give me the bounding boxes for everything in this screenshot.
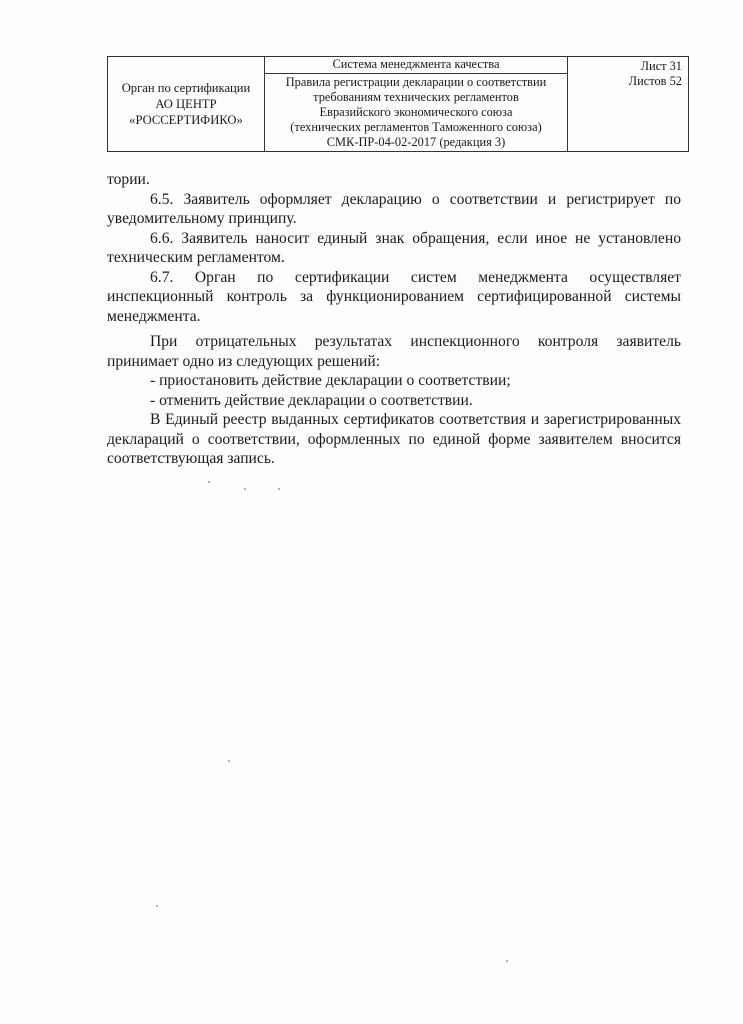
paragraph-6-5: 6.5. Заявитель оформляет декларацию о соответствии и регистрирует по уведомительному принципу.	[107, 190, 681, 227]
sheets-total: Листов 52	[628, 74, 682, 88]
sheet-number: Лист 31	[640, 59, 682, 73]
rule-title-cell	[265, 74, 568, 152]
organization-line: АО ЦЕНТР	[155, 97, 217, 111]
sheet-info-cell	[568, 57, 689, 152]
system-title: Система менеджмента качества	[265, 57, 568, 74]
rule-line: Евразийского экономического союза	[319, 105, 513, 119]
organization-cell	[108, 57, 265, 152]
decision-item-suspend: - приостановить действие декларации о соответствии;	[150, 372, 511, 389]
paragraph-negative-results: При отрицательных результатах инспекционного контроля заявитель принимает одно из следующих решений:	[107, 333, 681, 370]
document-body	[107, 170, 681, 469]
document-code: СМК-ПР-04-02-2017 (редакция 3)	[326, 135, 506, 149]
paragraph-6-6: 6.6. Заявитель наносит единый знак обращения, если иное не установлено техническим регламентом.	[107, 229, 681, 266]
continuation-text: тории.	[107, 171, 150, 188]
scan-speck	[506, 960, 508, 962]
scan-speck	[228, 760, 230, 762]
scan-speck	[156, 905, 158, 907]
organization-line: Орган по сертификации	[121, 81, 251, 95]
paragraph-registry: В Единый реестр выданных сертификатов соответствия и зарегистрированных деклараций о соответствии, оформленных по единой форме заявителем вносится соответствующая запись.	[107, 411, 681, 467]
rule-line: (технических регламентов Таможенного союза)	[290, 120, 542, 134]
scan-speck	[278, 488, 280, 490]
scan-speck	[208, 481, 210, 483]
paragraph-6-7: 6.7. Орган по сертификации систем менеджмента осуществляет инспекционный контроль за функционированием сертифицированной системы менеджмента.	[107, 268, 681, 325]
decision-item-cancel: - отменить действие декларации о соответствии.	[150, 391, 473, 409]
header-table	[107, 56, 689, 152]
rule-line: Правила регистрации декларации о соответствии	[285, 75, 547, 89]
organization-line: «РОССЕРТИФИКО»	[129, 113, 243, 127]
rule-line: требованиям технических регламентов	[313, 90, 519, 104]
scan-speck	[244, 488, 246, 490]
